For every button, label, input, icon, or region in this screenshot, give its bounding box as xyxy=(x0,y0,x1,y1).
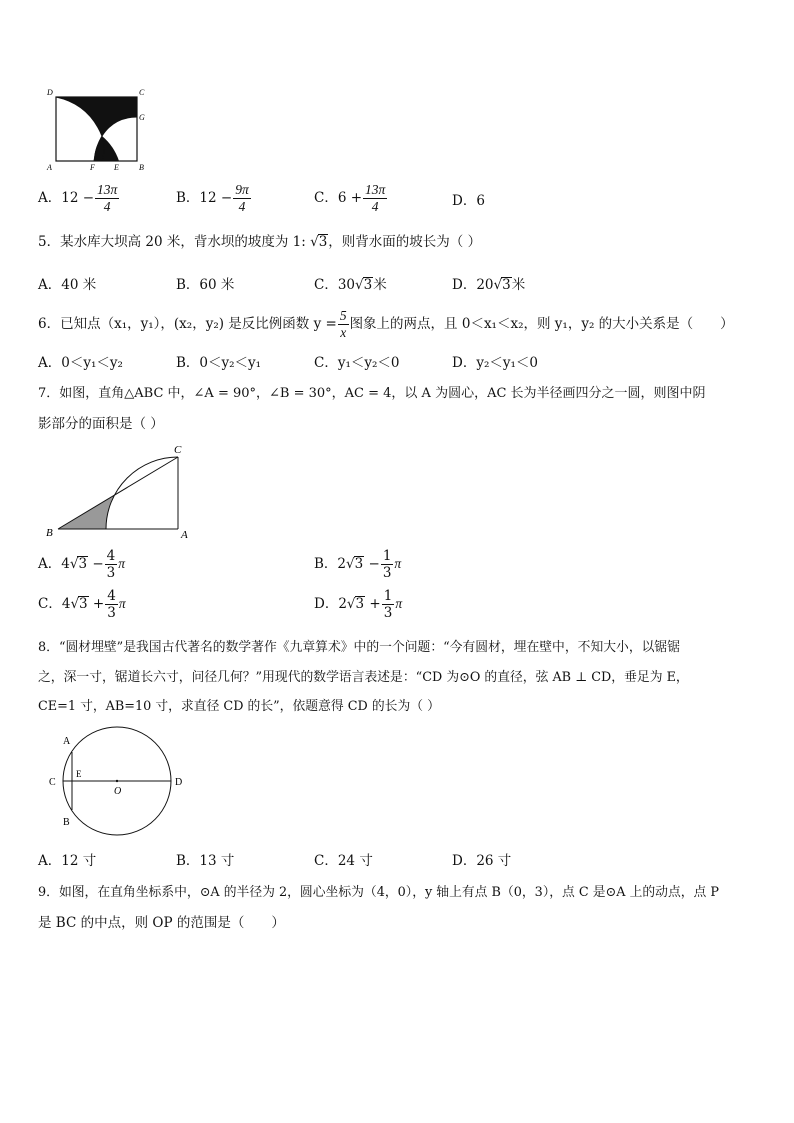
q7-figure xyxy=(42,442,198,540)
q9-stem-line2: 是 BC 的中点，则 OP 的范围是（ ） xyxy=(38,915,285,931)
q7-option-a-op: − xyxy=(88,556,104,572)
q7-option-b-op: − xyxy=(364,556,380,572)
q4-label-c: C xyxy=(139,88,145,97)
q7-option-c-op: + xyxy=(88,596,105,612)
q5-option-c: C．30√3米 xyxy=(314,277,387,293)
q7-label-b: B xyxy=(46,527,53,539)
q5-option-c-label: C． xyxy=(314,277,338,293)
q5-option-d-post: 米 xyxy=(511,277,526,293)
q4-label-g: G xyxy=(139,113,145,122)
q7-option-c-den: 3 xyxy=(107,605,116,621)
q8-label-o: O xyxy=(114,786,122,797)
q4-option-c-pre: 6 + xyxy=(337,190,363,206)
q4-label-b: B xyxy=(139,163,144,172)
q4-option-c-label: C． xyxy=(314,190,338,206)
q7-option-d-op: + xyxy=(365,596,381,612)
q6-stem-fraction xyxy=(338,308,349,341)
q8-option-b xyxy=(176,852,234,870)
q5-option-a-text: 40 米 xyxy=(61,277,97,293)
q5-stem-radicand: 3 xyxy=(318,234,328,250)
q7-option-b-fraction xyxy=(381,548,394,581)
q6-option-a-label: A． xyxy=(38,355,62,371)
q5-option-b-text: 60 米 xyxy=(199,277,235,293)
q7-option-a: A．4√3 − $\frac{4}{3}$ π xyxy=(38,548,126,581)
q7-option-d-pre: 2 xyxy=(338,596,347,612)
q7-option-a-radicand: 3 xyxy=(78,556,88,572)
q5-stem-post: ，则背水面的坡长为（ ） xyxy=(328,234,482,250)
q8-option-d xyxy=(452,852,511,870)
q7-option-a-num: 4 xyxy=(106,548,116,564)
q7-option-c-pre: 4 xyxy=(61,596,71,612)
q7-option-b-radicand: 3 xyxy=(354,556,364,572)
q6-option-a xyxy=(38,354,123,372)
q5-option-b xyxy=(176,276,234,294)
q8-center-point xyxy=(116,780,118,782)
q6-option-c-text: y₁＜y₂＜0 xyxy=(337,355,400,371)
q7-stem-line2: 影部分的面积是（ ） xyxy=(38,416,164,432)
q8-stem-line1: 8．“圆材埋壁”是我国古代著名的数学著作《九章算术》中的一个问题：“今有圆材，埋在壁中，不知大小，以锯锯 xyxy=(38,640,681,655)
q7-stem-line1: 7．如图，直角△ABC 中，∠A = 90°，∠B = 30°，AC = 4，以 A 为圆心，AC 长为半径画四分之一圆，则图中阴 xyxy=(38,386,706,401)
q7-option-d-num: 1 xyxy=(383,588,393,604)
q4-option-d xyxy=(452,192,485,210)
q4-option-a-label: A． xyxy=(38,190,62,206)
q4-shaded-top xyxy=(56,97,137,136)
q7-option-c-fraction xyxy=(105,588,118,621)
q5-option-a-label: A． xyxy=(38,277,62,293)
q8-label-a: A xyxy=(63,736,71,747)
q7-option-c: C．4√3 + $\frac{4}{3}$ π xyxy=(38,588,126,621)
q5-option-d-label: D． xyxy=(452,277,477,293)
q4-option-b-fraction xyxy=(233,182,251,215)
q7-option-d-pi: π xyxy=(395,596,403,611)
q8-stem-line3: CE=1 寸，AB=10 寸，求直径 CD 的长”，依题意得 CD 的长为（ ） xyxy=(38,699,440,714)
q8-option-b-text: 13 寸 xyxy=(199,853,235,869)
q4-option-b-num: 9π xyxy=(235,182,249,197)
q7-option-a-fraction xyxy=(105,548,118,581)
q4-label-a: A xyxy=(47,163,52,172)
q4-option-c xyxy=(314,182,388,215)
q5-option-c-pre: 30 xyxy=(337,277,356,293)
q4-option-c-fraction xyxy=(363,182,387,215)
q7-option-d-radicand: 3 xyxy=(355,596,365,612)
q7-option-c-label: C． xyxy=(38,596,62,612)
q6-stem xyxy=(38,308,734,341)
q7-option-a-pi: π xyxy=(118,556,126,571)
q5-option-b-label: B． xyxy=(176,277,200,293)
q9-stem-line1: 9．如图，在直角坐标系中，⊙A 的半径为 2，圆心坐标为（4，0），y 轴上有点 B（0，3），点 C 是⊙A 上的动点，点 P xyxy=(38,885,720,900)
q5-stem-pre: 5．某水库大坝高 20 米，背水坝的坡度为 1: xyxy=(38,234,311,250)
q6-option-a-text: 0＜y₁＜y₂ xyxy=(61,355,123,371)
q8-option-c xyxy=(314,852,373,870)
q7-quarter-arc xyxy=(106,457,178,529)
q7-option-d-den: 3 xyxy=(383,605,393,621)
q7-option-d-fraction xyxy=(382,588,395,621)
q4-option-c-den: 4 xyxy=(371,199,379,214)
q7-option-b-pi: π xyxy=(394,556,402,571)
q8-option-c-label: C． xyxy=(314,853,338,869)
q4-option-a-den: 4 xyxy=(103,199,111,214)
q5-option-d: D．20√3米 xyxy=(452,277,526,293)
q7-label-c: C xyxy=(174,444,182,456)
q7-option-a-label: A． xyxy=(38,556,62,572)
q7-option-c-radicand: 3 xyxy=(79,596,88,612)
q8-option-a-label: A． xyxy=(38,853,62,869)
q7-option-d-label: D． xyxy=(314,596,339,612)
q4-option-b xyxy=(176,182,252,215)
q4-option-d-text: 6 xyxy=(476,193,485,209)
q6-frac-den: x xyxy=(340,325,347,340)
q7-option-b: B．2√3 − $\frac{1}{3}$ π xyxy=(314,548,402,581)
q4-option-a-pre: 12 − xyxy=(61,190,95,206)
q5-option-d-radicand: 3 xyxy=(502,277,511,293)
q4-option-a-num: 13π xyxy=(97,182,118,197)
q7-option-a-den: 3 xyxy=(106,565,116,581)
q6-option-d-label: D． xyxy=(452,355,477,371)
q7-option-c-pi: π xyxy=(118,596,126,611)
q7-option-b-pre: 2 xyxy=(337,556,347,572)
q6-option-b xyxy=(176,354,261,372)
q7-option-b-num: 1 xyxy=(382,548,392,564)
q8-label-e: E xyxy=(76,769,82,779)
q6-option-d-text: y₂＜y₁＜0 xyxy=(476,355,538,371)
q8-option-b-label: B． xyxy=(176,853,200,869)
q4-figure xyxy=(44,86,154,174)
q5-option-d-pre: 20 xyxy=(476,277,494,293)
q8-option-a-text: 12 寸 xyxy=(61,853,97,869)
q7-label-a: A xyxy=(181,529,188,540)
q4-option-a xyxy=(38,182,120,215)
q6-option-b-label: B． xyxy=(176,355,200,371)
q8-option-a xyxy=(38,852,96,870)
q6-stem-post: 图象上的两点，且 0＜x₁＜x₂，则 y₁，y₂ 的大小关系是（ ） xyxy=(349,316,734,332)
q7-option-a-pre: 4 xyxy=(61,556,70,572)
q7-option-b-den: 3 xyxy=(382,565,392,581)
q7-option-d: D．2√3 + $\frac{1}{3}$ π xyxy=(314,588,403,621)
q8-label-b: B xyxy=(63,817,70,828)
q6-option-d xyxy=(452,354,538,372)
q5-stem xyxy=(38,233,481,251)
q4-label-f: F xyxy=(90,163,95,172)
q8-option-d-label: D． xyxy=(452,853,477,869)
q4-option-c-num: 13π xyxy=(365,182,386,197)
q5-option-c-post: 米 xyxy=(373,277,387,293)
q4-shaded-bottom xyxy=(94,136,119,161)
q4-option-d-label: D． xyxy=(452,193,477,209)
q8-stem-line2: 之，深一寸，锯道长六寸，问径几何？”用现代的数学语言表述是：“CD 为⊙O 的直径，弦 AB ⊥ CD，垂足为 E， xyxy=(38,670,689,685)
q8-option-d-text: 26 寸 xyxy=(476,853,512,869)
q5-option-c-radicand: 3 xyxy=(363,277,373,293)
q4-option-a-fraction xyxy=(95,182,119,215)
q5-stem-sqrt: √3 xyxy=(310,234,328,250)
q4-label-e: E xyxy=(114,163,119,172)
q7-side-bc xyxy=(58,457,178,529)
q6-option-b-text: 0＜y₂＜y₁ xyxy=(199,355,262,371)
q6-stem-pre: 6．已知点（x₁，y₁），(x₂，y₂) 是反比例函数 y = xyxy=(38,316,337,332)
q5-option-a xyxy=(38,276,96,294)
q7-option-b-label: B． xyxy=(314,556,338,572)
q8-label-c: C xyxy=(49,777,56,788)
q6-option-c xyxy=(314,354,400,372)
q8-figure xyxy=(46,724,192,836)
q4-label-d: D xyxy=(47,88,53,97)
q4-option-b-pre: 12 − xyxy=(199,190,233,206)
q6-option-c-label: C． xyxy=(314,355,338,371)
q8-option-c-text: 24 寸 xyxy=(337,853,373,869)
q4-option-b-label: B． xyxy=(176,190,200,206)
q6-frac-num: 5 xyxy=(339,308,347,323)
q8-label-d: D xyxy=(175,777,183,788)
q4-option-b-den: 4 xyxy=(238,199,246,214)
q7-option-c-num: 4 xyxy=(107,588,116,604)
